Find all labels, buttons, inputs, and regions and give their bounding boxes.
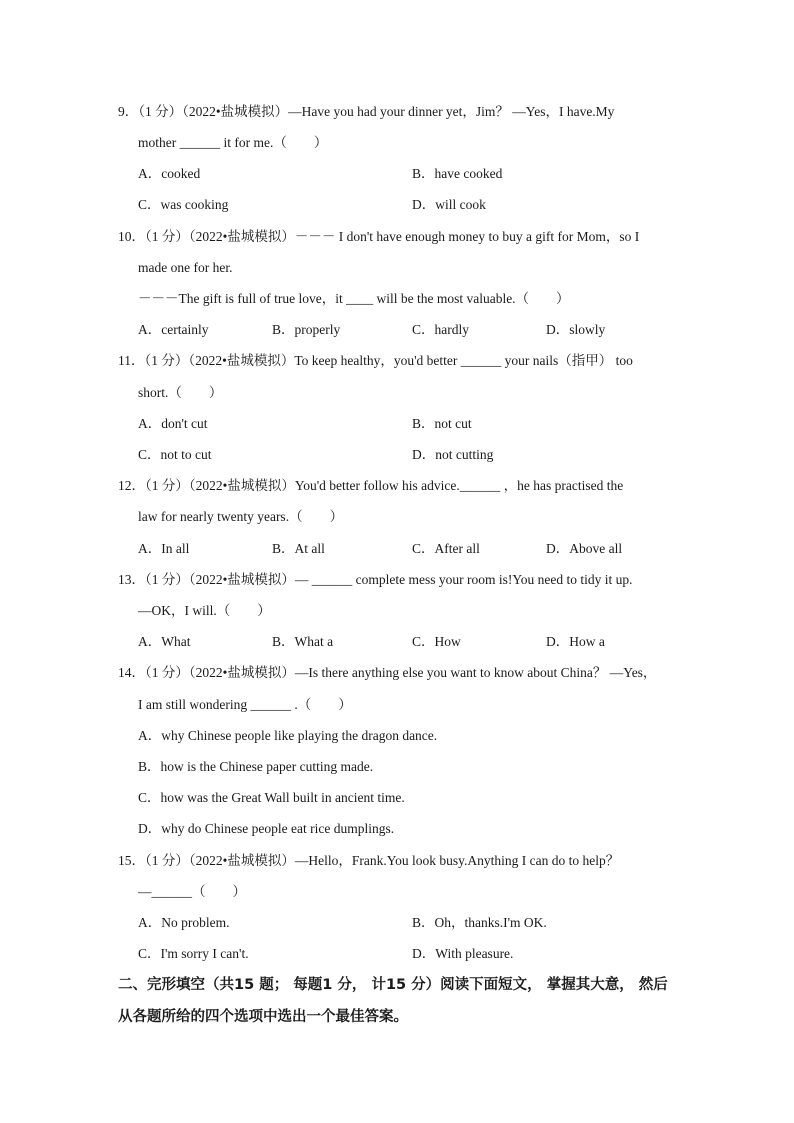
question-14-stem-line-1: 14．（1 分）（2022•盐城模拟）—Is there anything else you want to know about China？ —Yes，: [118, 665, 657, 680]
question-10-stem-line-2: made one for her.: [138, 260, 233, 275]
question-15-option-d[interactable]: D．With pleasure.: [412, 946, 514, 961]
question-9-option-d[interactable]: D．will cook: [412, 197, 486, 212]
question-9-stem-line-2: mother ______ it for me.（ ）: [138, 135, 328, 150]
question-12-stem-line-2: law for nearly twenty years.（ ）: [138, 509, 344, 524]
question-10-option-a[interactable]: A．certainly: [138, 322, 209, 337]
question-10-stem-line-3: －－－The gift is full of true love，it ____ will be the most valuable.（ ）: [138, 291, 570, 306]
question-14-option-a[interactable]: A．why Chinese people like playing the dragon dance.: [138, 728, 438, 743]
question-9-option-b[interactable]: B．have cooked: [412, 166, 503, 181]
question-11-option-b[interactable]: B．not cut: [412, 416, 472, 431]
question-11-stem-line-2: short.（ ）: [138, 385, 223, 400]
question-10-option-b[interactable]: B．properly: [272, 322, 341, 337]
question-15-option-a[interactable]: A．No problem.: [138, 915, 230, 930]
question-12-option-d[interactable]: D．Above all: [546, 541, 623, 556]
question-9-option-a[interactable]: A．cooked: [138, 166, 201, 181]
question-9-stem-line-1: 9．（1 分）（2022•盐城模拟）—Have you had your dinner yet，Jim？ —Yes，I have.My: [118, 104, 615, 119]
question-12-stem-line-1: 12．（1 分）（2022•盐城模拟）You'd better follow his advice.______ ，he has practised the: [118, 478, 624, 493]
question-10-option-c[interactable]: C．hardly: [412, 322, 469, 337]
question-13-stem-line-2: —OK，I will.（ ）: [138, 603, 271, 618]
section-heading-cloze: 二、完形填空（共15 题； 每题1 分， 计15 分）阅读下面短文， 掌握其大意， 然后从各题所给的四个选项中选出一个最佳答案。: [118, 977, 668, 1025]
question-11-option-d[interactable]: D．not cutting: [412, 447, 494, 462]
question-12-option-c[interactable]: C．After all: [412, 541, 480, 556]
question-15-option-b[interactable]: B．Oh，thanks.I'm OK.: [412, 915, 547, 930]
question-15-stem-line-1: 15．（1 分）（2022•盐城模拟）—Hello，Frank.You look busy.Anything I can do to help？: [118, 853, 620, 868]
question-10-option-d[interactable]: D．slowly: [546, 322, 606, 337]
question-11-option-c[interactable]: C．not to cut: [138, 447, 212, 462]
question-14-option-b[interactable]: B．how is the Chinese paper cutting made.: [138, 759, 374, 774]
question-14-stem-line-2: I am still wondering ______ .（ ）: [138, 697, 352, 712]
question-13-option-a[interactable]: A．What: [138, 634, 191, 649]
question-13-option-b[interactable]: B．What a: [272, 634, 334, 649]
question-12-option-a[interactable]: A．In all: [138, 541, 190, 556]
question-11-stem-line-1: 11．（1 分）（2022•盐城模拟）To keep healthy，you'd better ______ your nails（指甲） too: [118, 353, 633, 368]
question-14-option-d[interactable]: D．why do Chinese people eat rice dumplings.: [138, 821, 395, 836]
question-10-stem-line-1: 10．（1 分）（2022•盐城模拟）－－－ I don't have enough money to buy a gift for Mom，so I: [118, 229, 640, 244]
question-11-option-a[interactable]: A．don't cut: [138, 416, 208, 431]
question-15-option-c[interactable]: C．I'm sorry I can't.: [138, 946, 249, 961]
question-14-option-c[interactable]: C．how was the Great Wall built in ancient time.: [138, 790, 405, 805]
question-12-option-b[interactable]: B．At all: [272, 541, 325, 556]
question-13-option-d[interactable]: D．How a: [546, 634, 605, 649]
question-13-stem-line-1: 13．（1 分）（2022•盐城模拟）— ______ complete mess your room is!You need to tidy it up.: [118, 572, 633, 587]
question-9-option-c[interactable]: C．was cooking: [138, 197, 229, 212]
question-13-option-c[interactable]: C．How: [412, 634, 461, 649]
question-15-stem-line-2: —______（ ）: [138, 884, 246, 899]
